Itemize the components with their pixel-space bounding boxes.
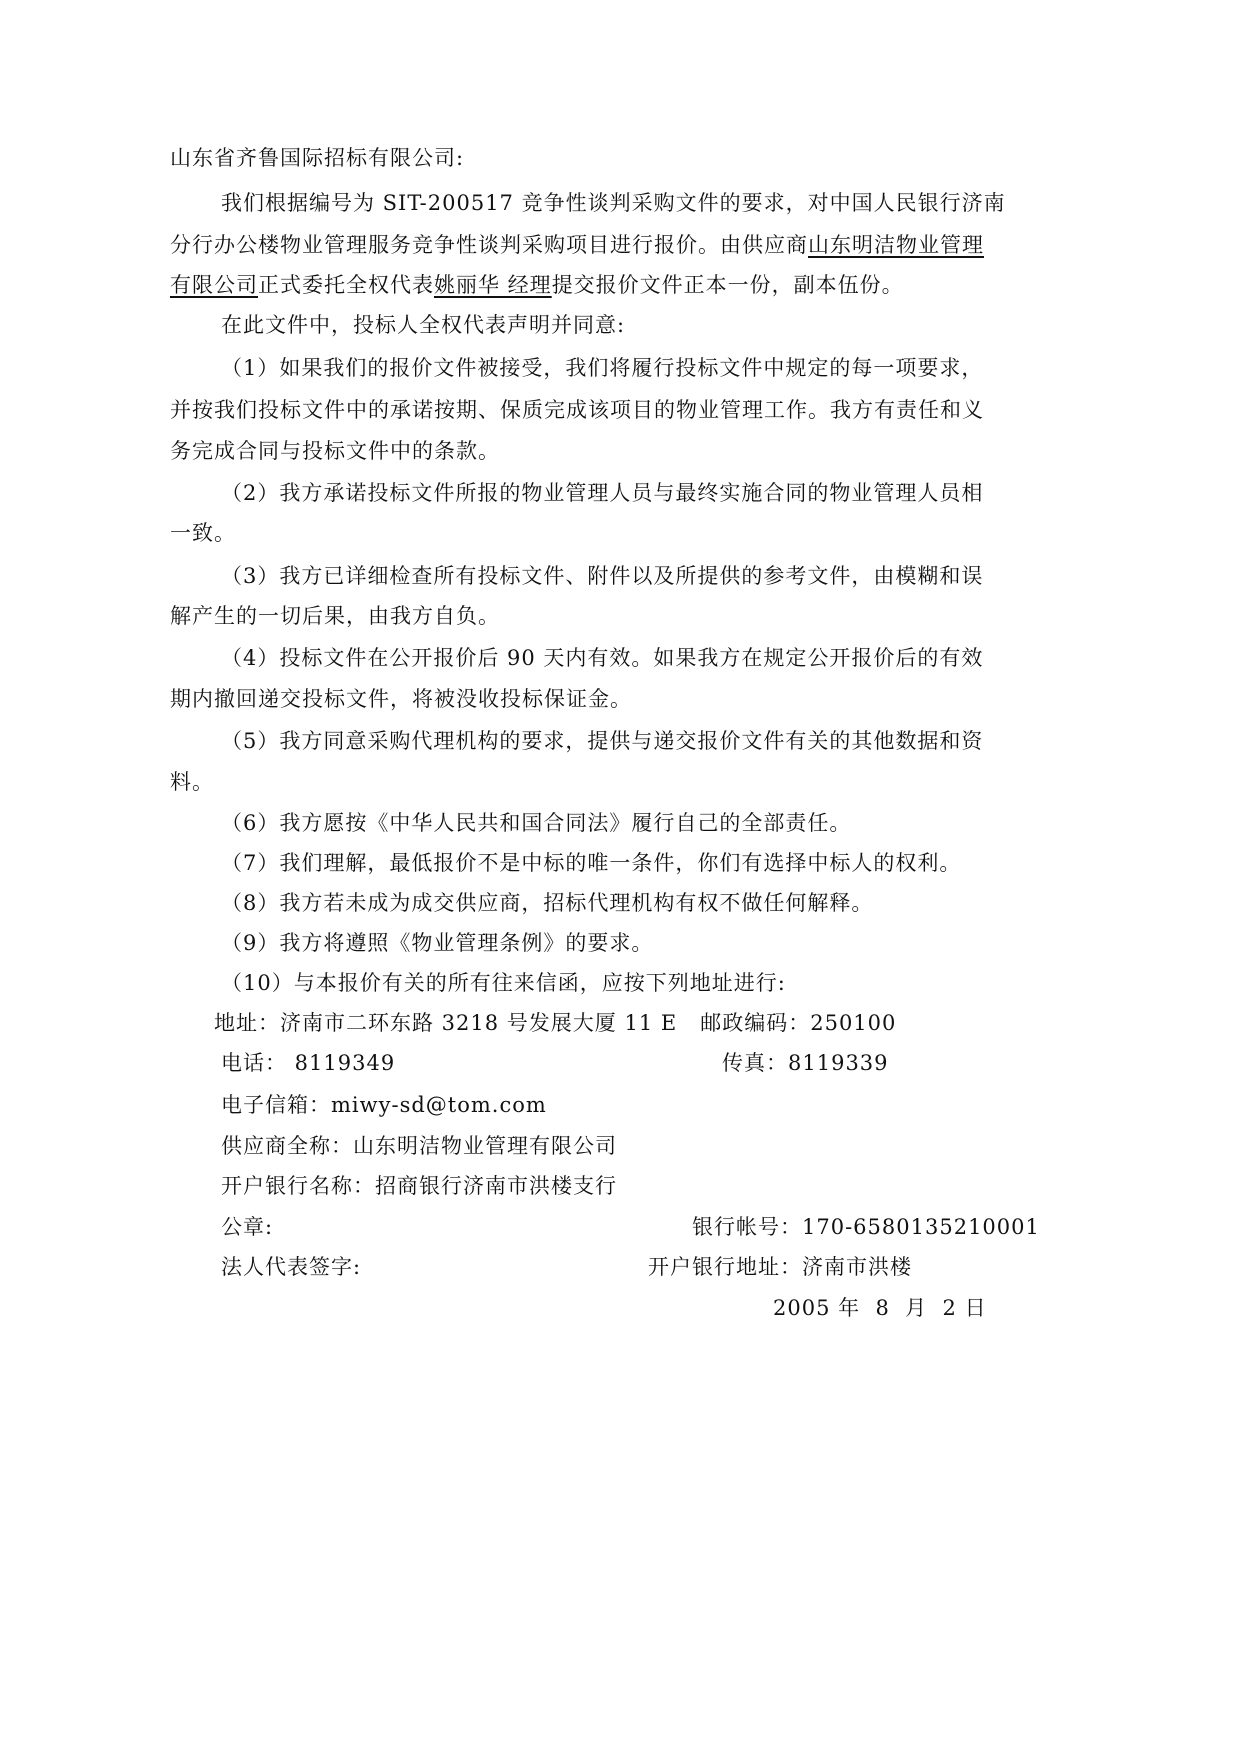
supplier-name-underlined: 山东明洁物业管理 [808,233,984,257]
representative-name: 姚丽华 经理 [434,273,552,297]
intro-line-3-mid: 正式委托全权代表 [258,273,434,297]
intro-line-3-post: 提交报价文件正本一份，副本伍份。 [551,273,904,297]
clause-5-line-2: 料。 [170,770,214,794]
document-date: 2005 年 8 月 2 日 [773,1296,987,1320]
contact-phone: 电话： 8119349 [221,1051,396,1075]
clause-6: （6）我方愿按《中华人民共和国合同法》履行自己的全部责任。 [221,811,852,835]
seal-label: 公章: [221,1215,274,1239]
intro-line-3 [170,270,904,300]
clause-3-line-1: （3）我方已详细检查所有投标文件、附件以及所提供的参考文件，由模糊和误 [221,564,984,588]
clause-2-line-1: （2）我方承诺投标文件所报的物业管理人员与最终实施合同的物业管理人员相 [221,481,984,505]
clause-5-line-1: （5）我方同意采购代理机构的要求，提供与递交报价文件有关的其他数据和资 [221,729,984,753]
contact-fax: 传真：8119339 [722,1051,889,1075]
clause-8: （8）我方若未成为成交供应商，招标代理机构有权不做任何解释。 [221,891,874,915]
clause-1-line-1: （1）如果我们的报价文件被接受，我们将履行投标文件中规定的每一项要求， [221,356,984,380]
bank-account: 银行帐号：170-6580135210001 [692,1215,1040,1239]
clause-10: （10）与本报价有关的所有往来信函，应按下列地址进行: [221,971,786,995]
intro-line-1: 我们根据编号为 SIT-200517 竞争性谈判采购文件的要求，对中国人民银行济南 [221,191,1006,215]
clause-9: （9）我方将遵照《物业管理条例》的要求。 [221,931,654,955]
contact-address: 地址：济南市二环东路 3218 号发展大厦 11 E 邮政编码：250100 [214,1011,897,1035]
clause-3-line-2: 解产生的一切后果，由我方自负。 [170,604,500,628]
clause-4-line-1: （4）投标文件在公开报价后 90 天内有效。如果我方在规定公开报价后的有效 [221,646,984,670]
clause-1-line-3: 务完成合同与投标文件中的条款。 [170,439,500,463]
clause-2-line-2: 一致。 [170,521,236,545]
contact-email: 电子信箱：miwy-sd@tom.com [221,1093,547,1117]
legal-rep-signature-label: 法人代表签字: [221,1255,362,1279]
bank-address: 开户银行地址：济南市洪楼 [648,1255,912,1279]
addressee: 山东省齐鲁国际招标有限公司: [170,146,465,170]
declaration-intro: 在此文件中，投标人全权代表声明并同意: [221,313,626,337]
clause-7: （7）我们理解，最低报价不是中标的唯一条件，你们有选择中标人的权利。 [221,851,962,875]
intro-line-2-text: 分行办公楼物业管理服务竞争性谈判采购项目进行报价。由供应商 [170,233,808,257]
intro-line-2 [170,230,984,260]
clause-1-line-2: 并按我们投标文件中的承诺按期、保质完成该项目的物业管理工作。我方有责任和义 [170,398,984,422]
supplier-full-name: 供应商全称：山东明洁物业管理有限公司 [221,1134,617,1158]
supplier-name-underlined-cont: 有限公司 [170,273,258,297]
clause-4-line-2: 期内撤回递交投标文件，将被没收投标保证金。 [170,687,632,711]
bank-name: 开户银行名称：招商银行济南市洪楼支行 [221,1174,617,1198]
